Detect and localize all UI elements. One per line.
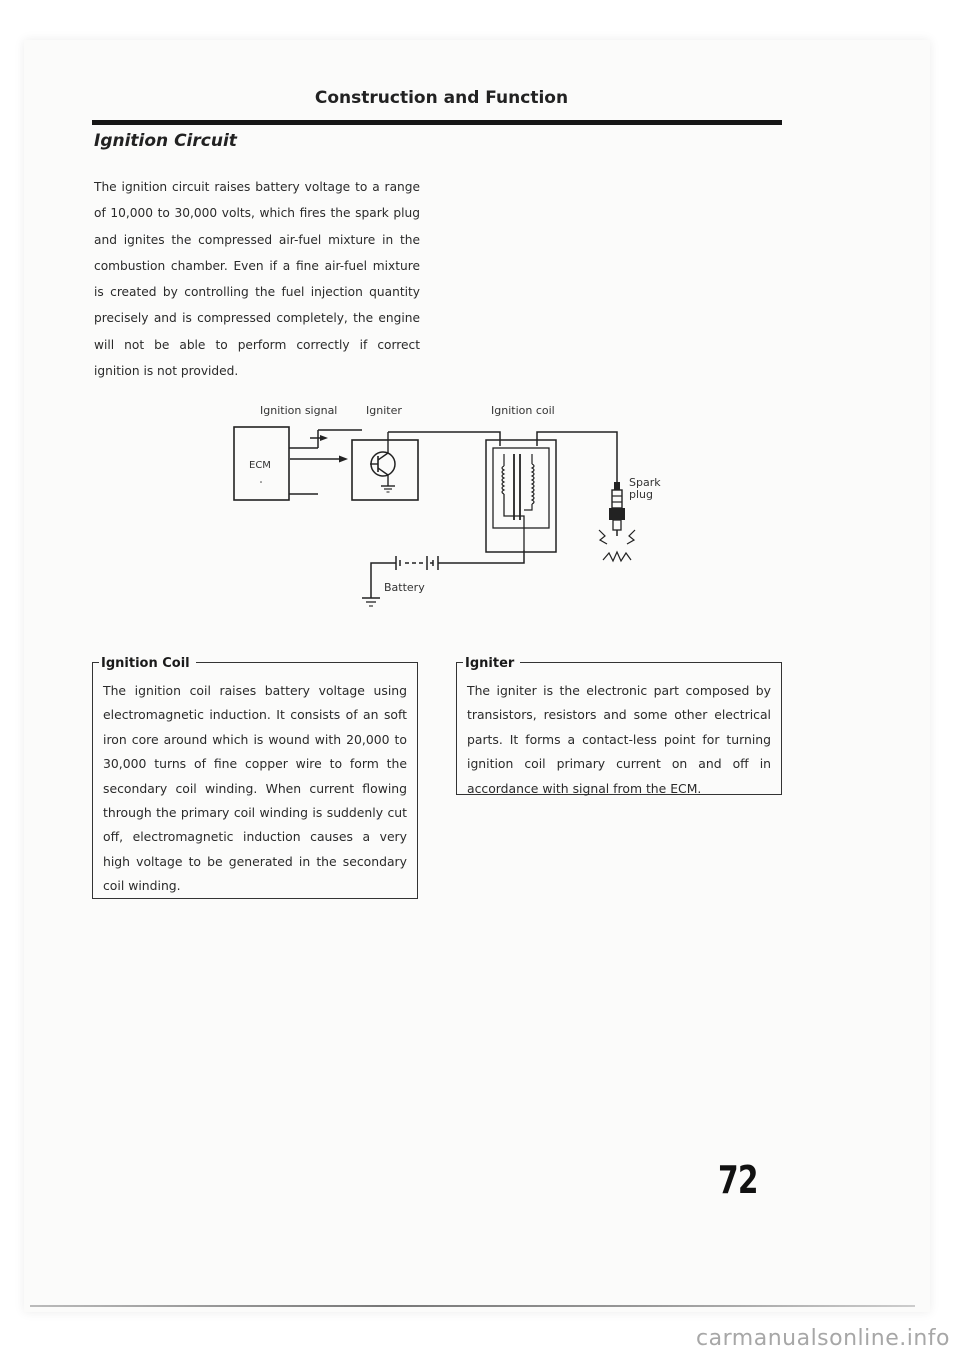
ignition-coil-box-title: Ignition Coil — [99, 652, 196, 676]
ecm-block — [234, 427, 289, 500]
label-ignition-signal: Ignition signal — [260, 404, 338, 417]
spark-plug-icon — [609, 482, 625, 536]
label-spark: Spark — [629, 476, 661, 489]
page-number: 72 — [718, 1158, 758, 1202]
battery-ground-icon — [362, 598, 380, 606]
page-header-title: Construction and Function — [314, 88, 569, 108]
bottom-rule — [30, 1305, 915, 1307]
igniter-box-title: Igniter — [463, 652, 520, 676]
igniter-box — [456, 656, 782, 796]
label-ecm: ECM — [249, 460, 271, 471]
label-plug: plug — [629, 488, 653, 501]
label-ignition-coil: Ignition coil — [491, 404, 555, 417]
section-title: Ignition Circuit — [94, 131, 237, 151]
igniter-block — [352, 432, 418, 500]
ignition-circuit-diagram — [180, 390, 700, 620]
signal-arrows — [289, 430, 362, 494]
igniter-box-text: The igniter is the electronic part composed by transistors, resistors and some other electrical parts. It forms a contact-less point for turning ignition coil primary current on and off in accordance with signal from the ECM. — [467, 683, 771, 796]
label-battery: Battery — [384, 581, 425, 594]
ignition-coil-box-text: The ignition coil raises battery voltage using electromagnetic induction. It consists of an soft iron core around which is wound with 20,000 to 30,000 turns of fine copper wire to form the secondary coil winding. When current flowing through the primary coil winding is suddenly cut off, electromagnetic induction causes a very high voltage to be generated in the secondary coil winding. — [103, 683, 407, 894]
intro-paragraph: The ignition circuit raises battery voltage to a range of 10,000 to 30,000 volts, which fires the spark plug and ignites the compressed air-fuel mixture in the combustion chamber. Even if a fine air-fuel mixture is created by controlling the fuel injection quantity precisely and is compressed completely, the engine will not be able to perform correctly if correct ignition is not provided. — [94, 180, 420, 379]
label-igniter: Igniter — [366, 404, 402, 417]
ignition-coil-block — [486, 440, 556, 552]
ignition-coil-box — [92, 656, 418, 899]
watermark[interactable]: carmanualsonline.info — [696, 1326, 950, 1351]
header-rule — [92, 120, 782, 125]
